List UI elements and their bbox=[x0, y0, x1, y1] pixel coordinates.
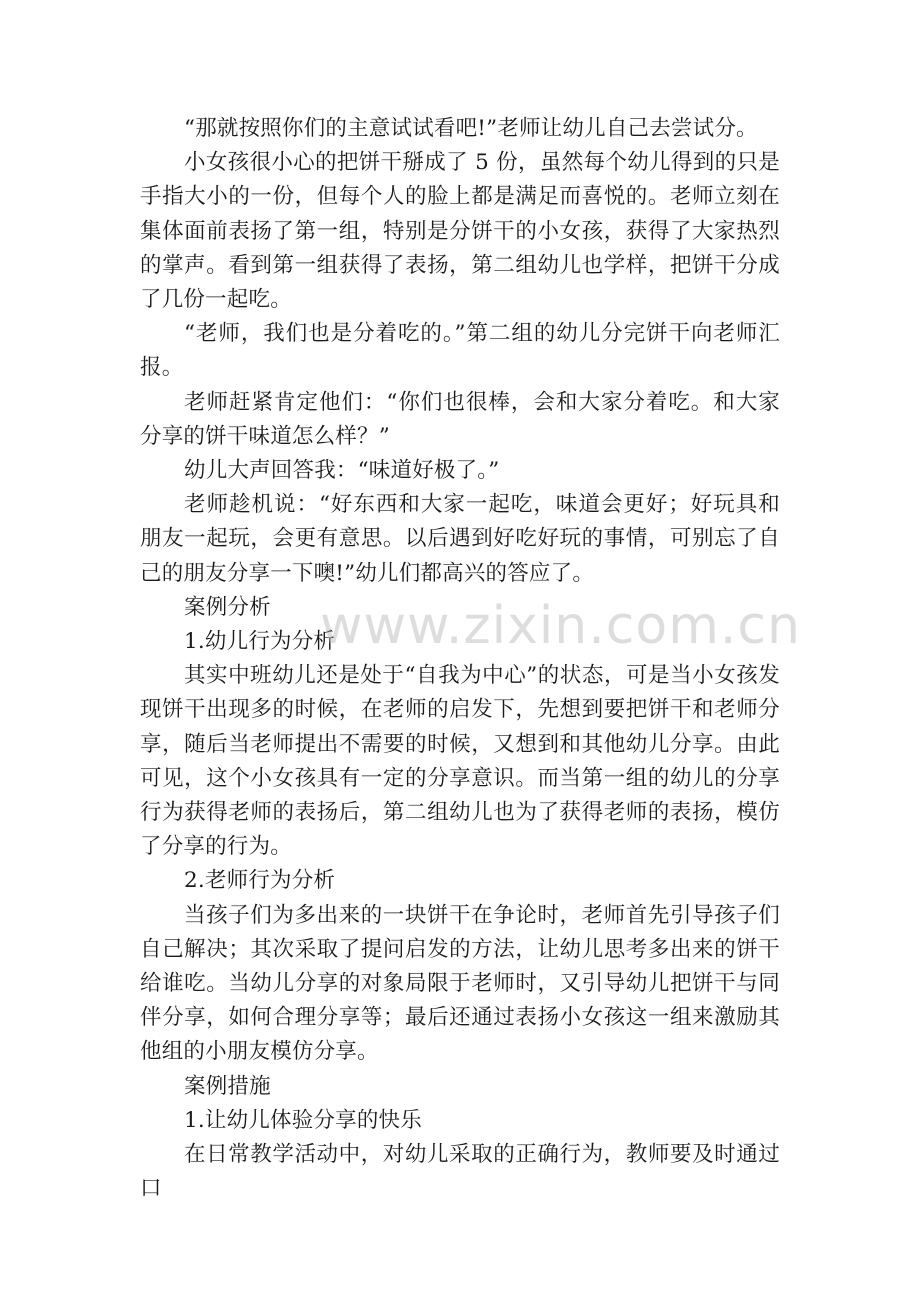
paragraph-children-answer: 幼儿大声回答我：“味道好极了。” bbox=[184, 458, 500, 484]
subheading-child-behavior: 1.幼儿行为分析 bbox=[184, 629, 336, 655]
paragraph-group-two-report: “老师，我们也是分着吃的。”第二组的幼儿分完饼干向老师汇报。 bbox=[140, 321, 780, 381]
paragraph-teacher-says: 老师趁机说：“好东西和大家一起吃，味道会更好；好玩具和朋友一起玩，会更有意思。以后遇到好吃好玩的事情，可别忘了自己的朋友分享一下噢!”幼儿们都高兴的答应了。 bbox=[140, 492, 780, 586]
paragraph-quote-try: “那就按照你们的主意试试看吧!”老师让幼儿自己去尝试分。 bbox=[184, 116, 758, 141]
paragraph-child-behavior-analysis: 其实中班幼儿还是处于“自我为中心”的状态，可是当小女孩发现饼干出现多的时候，在老师的启发下，先想到要把饼干和老师分享，随后当老师提出不需要的时候，又想到和其他幼儿分享。由此可见，这个小女孩具有一定的分享意识。而当第一组的幼儿的分享行为获得老师的表扬后，第二组幼儿也为了获得老师的表扬，模仿了分享的行为。 bbox=[140, 663, 780, 860]
subheading-teacher-behavior: 2.老师行为分析 bbox=[184, 868, 336, 894]
watermark-text: www.zixin.com.cn bbox=[320, 596, 801, 656]
paragraph-daily-teaching: 在日常教学活动中，对幼儿采取的正确行为，教师要及时通过口 bbox=[140, 1142, 780, 1202]
section-heading-case-analysis: 案例分析 bbox=[184, 594, 271, 620]
section-heading-case-measures: 案例措施 bbox=[184, 1073, 271, 1099]
subheading-share-joy: 1.让幼儿体验分享的快乐 bbox=[184, 1107, 422, 1133]
paragraph-teacher-behavior-analysis: 当孩子们为多出来的一块饼干在争论时，老师首先引导孩子们自己解决；其次采取了提问启发的方法，让幼儿思考多出来的饼干给谁吃。当幼儿分享的对象局限于老师时，又引导幼儿把饼干与同伴分享，如何合理分享等；最后还通过表扬小女孩这一组来激励其他组的小朋友模仿分享。 bbox=[140, 902, 780, 1065]
paragraph-girl-splits-biscuit: 小女孩很小心的把饼干掰成了 5 份，虽然每个幼儿得到的只是手指大小的一份，但每个人的脸上都是满足而喜悦的。老师立刻在集体面前表扬了第一组，特别是分饼干的小女孩，获得了大家热烈的掌声。看到第一组获得了表扬，第二组幼儿也学样，把饼干分成了几份一起吃。 bbox=[140, 150, 780, 313]
paragraph-teacher-affirms: 老师赶紧肯定他们：“你们也很棒，会和大家分着吃。和大家分享的饼干味道怎么样？” bbox=[140, 389, 780, 449]
